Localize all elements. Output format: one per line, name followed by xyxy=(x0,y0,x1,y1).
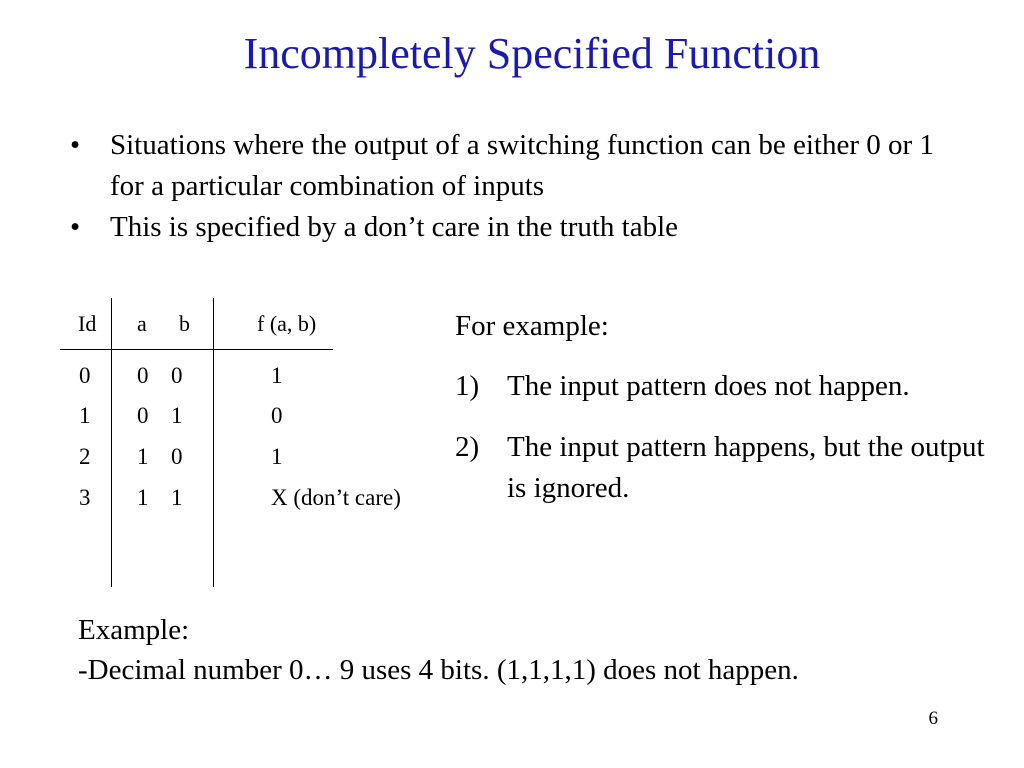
table-cell-a: 1 xyxy=(137,444,149,469)
bullet-list xyxy=(70,125,970,248)
table-cell-f: X (don’t care) xyxy=(271,485,401,510)
page-number: 6 xyxy=(928,708,938,729)
table-cell-f: 0 xyxy=(271,403,283,428)
table-divider-vertical xyxy=(213,298,214,587)
table-cell-f: 1 xyxy=(271,444,283,469)
bullet-item xyxy=(70,207,970,248)
table-cell-id: 1 xyxy=(79,403,91,428)
list-item xyxy=(455,427,995,509)
list-item-number: 1) xyxy=(455,370,480,402)
table-cell-a: 1 xyxy=(137,485,149,510)
table-cell-b: 0 xyxy=(171,363,183,388)
list-item xyxy=(455,366,995,407)
table-cell-b: 0 xyxy=(171,444,183,469)
header-b: b xyxy=(179,311,190,336)
table-cell-a: 0 xyxy=(137,403,149,428)
header-id: Id xyxy=(78,311,97,336)
header-f: f (a, b) xyxy=(257,311,317,336)
example-text: -Decimal number 0… 9 uses 4 bits. (1,1,1,1) does not happen. xyxy=(78,654,799,686)
table-cell-id: 0 xyxy=(79,363,91,388)
table-cell-f: 1 xyxy=(271,363,283,388)
table-divider-horizontal xyxy=(60,349,333,350)
slide-title: Incompletely Specified Function xyxy=(243,29,821,78)
list-item-number: 2) xyxy=(455,431,480,463)
table-cell-b: 1 xyxy=(171,403,183,428)
header-a: a xyxy=(137,311,147,336)
numbered-list xyxy=(455,366,995,529)
bullet-item xyxy=(70,125,970,207)
table-divider-vertical xyxy=(111,298,112,587)
bullet-text: Situations where the output of a switching function can be either 0 or 1 for a particular combination of inputs xyxy=(110,129,934,202)
example-block xyxy=(78,610,799,690)
table-cell-id: 2 xyxy=(79,444,91,469)
for-example-heading: For example: xyxy=(455,310,609,342)
table-cell-a: 0 xyxy=(137,363,149,388)
table-cell-b: 1 xyxy=(171,485,183,510)
list-item-text: The input pattern does not happen. xyxy=(507,370,910,402)
bullet-icon: • xyxy=(70,211,81,243)
bullet-icon: • xyxy=(70,129,81,161)
example-heading: Example: xyxy=(78,614,190,646)
list-item-text: The input pattern happens, but the output is ignored. xyxy=(507,431,985,504)
bullet-text: This is specified by a don’t care in the truth table xyxy=(110,211,679,243)
table-cell-id: 3 xyxy=(79,485,91,510)
